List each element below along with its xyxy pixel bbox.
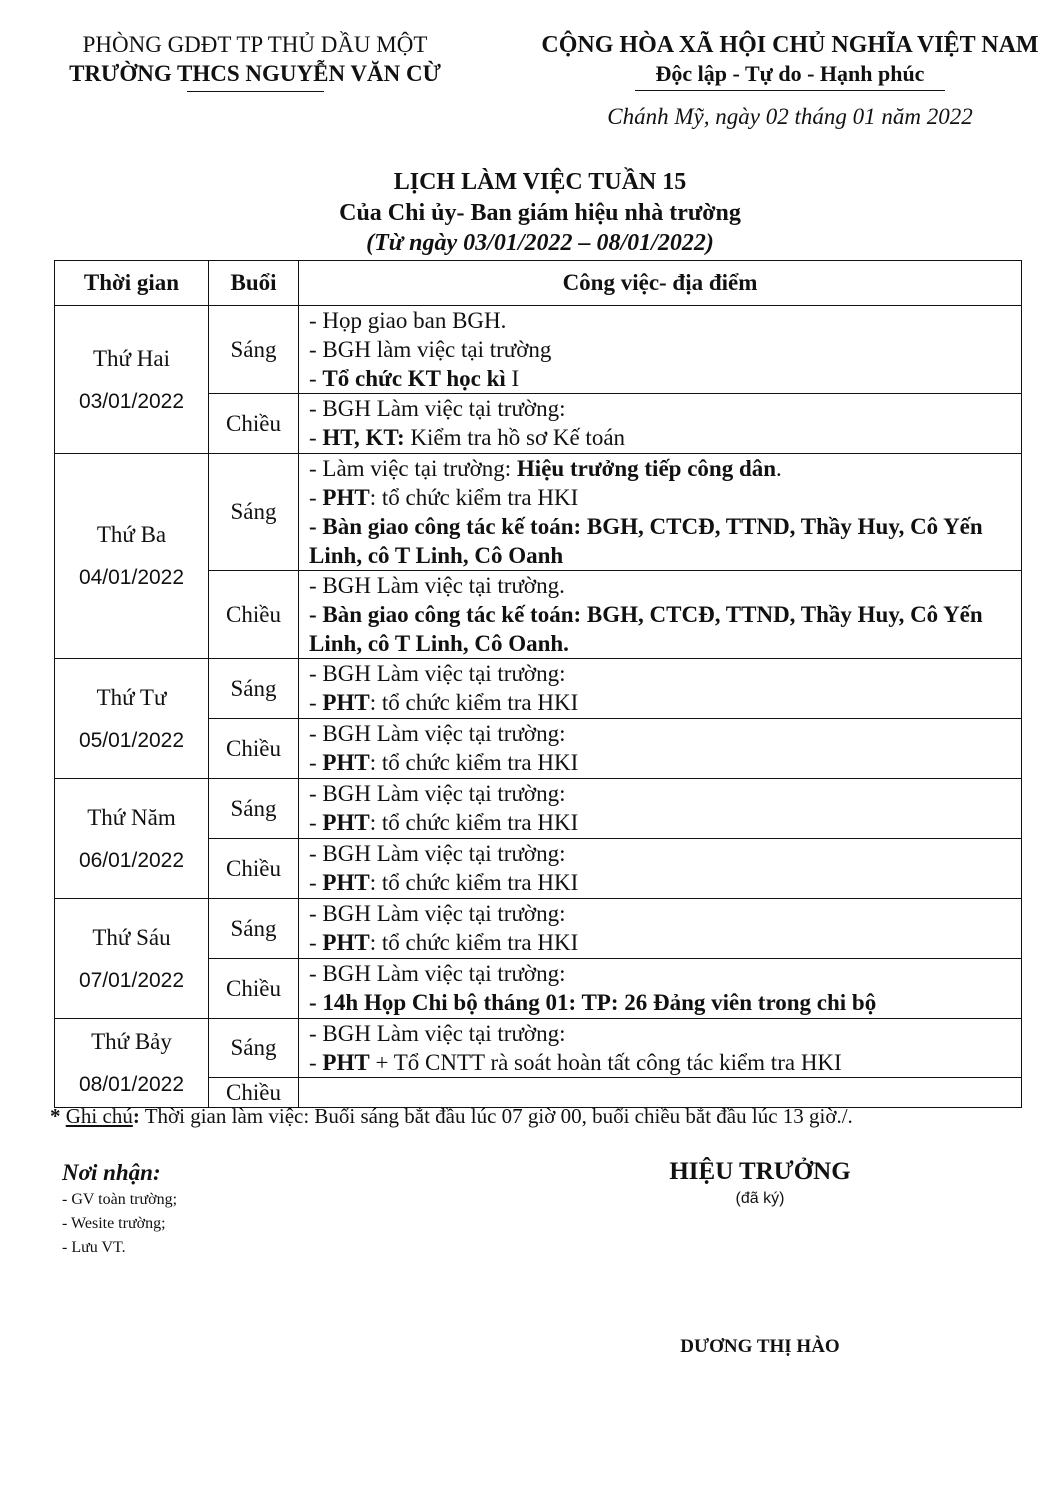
day-name: Thứ Sáu	[92, 924, 171, 950]
document-subtitle: Của Chi ủy- Ban giám hiệu nhà trường	[339, 200, 741, 226]
task-text: : tổ chức kiểm tra HKI	[369, 690, 579, 715]
task-text-bold: PHT	[322, 485, 370, 510]
task-text-bold: Tổ chức KT học kì	[322, 366, 506, 391]
table-row	[55, 659, 1022, 719]
signature-block	[610, 1155, 910, 1209]
task-text: - BGH Làm việc tại trường:	[309, 396, 566, 421]
task-line	[309, 571, 1015, 600]
signer-role: HIỆU TRƯỞNG	[669, 1158, 851, 1185]
task-text: - BGH Làm việc tại trường.	[309, 573, 565, 598]
table-row	[55, 899, 1022, 959]
task-text: - BGH Làm việc tại trường:	[309, 841, 566, 866]
task-text: - BGH Làm việc tại trường:	[309, 781, 566, 806]
task-text: Kiểm tra hồ sơ Kế toán	[404, 425, 626, 450]
table-row	[55, 1019, 1022, 1078]
task-line	[309, 423, 1015, 452]
task-text-bold: PHT	[322, 750, 370, 775]
day-name: Thứ Năm	[87, 804, 176, 830]
task-line	[309, 512, 1015, 570]
task-cell	[299, 454, 1022, 571]
task-text: - BGH làm việc tại trường	[309, 337, 552, 362]
col-header-time: Thời gian	[55, 261, 209, 306]
task-text: : tổ chức kiểm tra HKI	[369, 870, 579, 895]
task-text: .	[776, 456, 782, 481]
day-name: Thứ Bảy	[91, 1029, 172, 1054]
session-cell: Chiều	[209, 839, 299, 899]
header-left-underline	[187, 91, 324, 92]
session-cell: Chiều	[209, 1078, 299, 1108]
task-line	[309, 839, 1015, 868]
recipient-item: - Wesite trường;	[62, 1215, 166, 1232]
recipient-item: - Lưu VT.	[62, 1239, 126, 1256]
task-line	[309, 335, 1015, 364]
task-line	[309, 899, 1015, 928]
header-right-underline	[635, 90, 945, 91]
task-line	[309, 600, 1015, 658]
task-text: -	[309, 750, 323, 775]
task-text: - BGH Làm việc tại trường:	[309, 961, 566, 986]
note-text: Thời gian làm việc: Buổi sáng bắt đầu lúc 07 giờ 00, buổi chiều bắt đầu lúc 13 giờ./.	[139, 1104, 853, 1128]
task-text: -	[309, 810, 323, 835]
task-line	[309, 688, 1015, 717]
header-left	[30, 30, 480, 92]
session-cell: Chiều	[209, 394, 299, 454]
session-cell: Sáng	[209, 454, 299, 571]
note-colon: :	[132, 1104, 140, 1128]
task-text: -	[309, 930, 323, 955]
task-line	[309, 659, 1015, 688]
task-text: -	[309, 485, 323, 510]
national-title: CỘNG HÒA XÃ HỘI CHỦ NGHĨA VIỆT NAM	[541, 32, 1039, 58]
session-cell: Sáng	[209, 306, 299, 394]
recipient-item: - GV toàn trường;	[62, 1191, 178, 1208]
task-cell	[299, 659, 1022, 719]
task-text: : tổ chức kiểm tra HKI	[369, 750, 579, 775]
task-cell	[299, 394, 1022, 454]
task-text: -	[309, 690, 323, 715]
header-right	[520, 30, 1060, 91]
task-text: - Làm việc tại trường:	[309, 456, 517, 481]
task-text: -	[309, 366, 323, 391]
recipients	[62, 1158, 462, 1260]
note-star: *	[50, 1104, 61, 1128]
table-header-row	[55, 261, 1022, 306]
day-cell	[55, 306, 209, 454]
day-cell	[55, 779, 209, 899]
task-text: : tổ chức kiểm tra HKI	[369, 810, 579, 835]
task-cell	[299, 899, 1022, 959]
task-line	[309, 306, 1015, 335]
task-text-bold: PHT	[322, 1050, 370, 1075]
national-motto: Độc lập - Tự do - Hạnh phúc	[655, 61, 925, 86]
signer-name: DƯƠNG THỊ HÀO	[680, 1336, 840, 1357]
table-row	[55, 454, 1022, 571]
session-cell: Sáng	[209, 899, 299, 959]
task-text: + Tổ CNTT rà soát hoàn tất công tác kiểm tra HKI	[369, 1050, 842, 1075]
task-text: : tổ chức kiểm tra HKI	[369, 485, 579, 510]
table-row	[55, 306, 1022, 394]
session-cell: Chiều	[209, 719, 299, 779]
task-line	[309, 454, 1015, 483]
task-line	[309, 719, 1015, 748]
task-text: -	[309, 870, 323, 895]
day-name: Thứ Tư	[96, 684, 167, 710]
session-cell: Chiều	[209, 959, 299, 1019]
task-text-bold: - 14h Họp Chi bộ tháng 01: TP: 26 Đảng viên trong chi bộ	[309, 990, 877, 1015]
recipients-heading: Nơi nhận:	[62, 1160, 161, 1185]
task-text-bold: PHT	[322, 690, 370, 715]
task-text: I	[505, 366, 520, 391]
task-line	[309, 779, 1015, 808]
task-text-bold: Hiệu trưởng tiếp công dân	[516, 456, 777, 481]
document-title: LỊCH LÀM VIỆC TUẦN 15	[393, 169, 687, 195]
date-line: Chánh Mỹ, ngày 02 tháng 01 năm 2022	[607, 104, 973, 129]
task-cell	[299, 779, 1022, 839]
task-line	[309, 868, 1015, 897]
task-line	[309, 1019, 1015, 1048]
task-line	[309, 748, 1015, 777]
task-text-bold: HT, KT:	[322, 425, 405, 450]
task-text: - BGH Làm việc tại trường:	[309, 901, 566, 926]
day-cell	[55, 1019, 209, 1108]
task-line	[309, 959, 1015, 988]
session-cell: Sáng	[209, 779, 299, 839]
task-text-bold: PHT	[322, 810, 370, 835]
task-cell	[299, 719, 1022, 779]
task-line	[309, 483, 1015, 512]
task-text: : tổ chức kiểm tra HKI	[369, 930, 579, 955]
task-line	[309, 988, 1015, 1017]
day-date: 07/01/2022	[78, 968, 185, 992]
day-date: 04/01/2022	[78, 566, 185, 589]
task-line	[309, 1048, 1015, 1077]
task-line	[309, 364, 1015, 393]
day-name: Thứ Ba	[96, 522, 167, 547]
day-cell	[55, 659, 209, 779]
title-block	[40, 166, 1040, 258]
task-text: - BGH Làm việc tại trường:	[309, 721, 566, 746]
day-date: 03/01/2022	[78, 389, 185, 413]
day-date: 08/01/2022	[78, 1073, 185, 1096]
col-header-task: Công việc- địa điểm	[299, 261, 1022, 306]
schedule-body	[55, 306, 1022, 1108]
task-text: - BGH Làm việc tại trường:	[309, 1021, 566, 1046]
schedule-table	[54, 260, 1022, 1108]
task-line	[309, 394, 1015, 423]
task-cell	[299, 959, 1022, 1019]
date-range: (Từ ngày 03/01/2022 – 08/01/2022)	[366, 230, 714, 256]
task-cell	[299, 306, 1022, 394]
task-text-bold: - Bàn giao công tác kế toán: BGH, CTCĐ, TTND, Thầy Huy, Cô Yến Linh, cô T Linh, Cô Oanh	[309, 514, 983, 568]
task-line	[309, 928, 1015, 957]
day-date: 06/01/2022	[78, 848, 185, 872]
day-cell	[55, 899, 209, 1019]
session-cell: Sáng	[209, 659, 299, 719]
task-cell	[299, 839, 1022, 899]
session-cell: Sáng	[209, 1019, 299, 1078]
task-text-bold: - Bàn giao công tác kế toán: BGH, CTCĐ, TTND, Thầy Huy, Cô Yến Linh, cô T Linh, Cô Oanh.	[309, 602, 983, 656]
day-name: Thứ Hai	[93, 345, 170, 371]
note-label: Ghi chú	[65, 1104, 133, 1128]
task-text-bold: PHT	[322, 870, 370, 895]
col-header-session: Buổi	[209, 261, 299, 306]
note	[50, 1104, 1050, 1129]
task-cell	[299, 1078, 1022, 1108]
task-line	[309, 808, 1015, 837]
day-cell	[55, 454, 209, 659]
signature-status: (đã ký)	[735, 1190, 785, 1207]
department-name: PHÒNG GDĐT TP THỦ DẦU MỘT	[82, 32, 428, 57]
task-text: - Họp giao ban BGH.	[309, 308, 507, 333]
table-row	[55, 779, 1022, 839]
task-cell	[299, 571, 1022, 659]
task-cell	[299, 1019, 1022, 1078]
task-text: - BGH Làm việc tại trường:	[309, 661, 566, 686]
task-text: -	[309, 425, 323, 450]
day-date: 05/01/2022	[78, 728, 185, 752]
school-name: TRƯỜNG THCS NGUYỄN VĂN CỪ	[69, 61, 441, 86]
session-cell: Chiều	[209, 571, 299, 659]
task-text: -	[309, 1050, 323, 1075]
task-text-bold: PHT	[322, 930, 370, 955]
